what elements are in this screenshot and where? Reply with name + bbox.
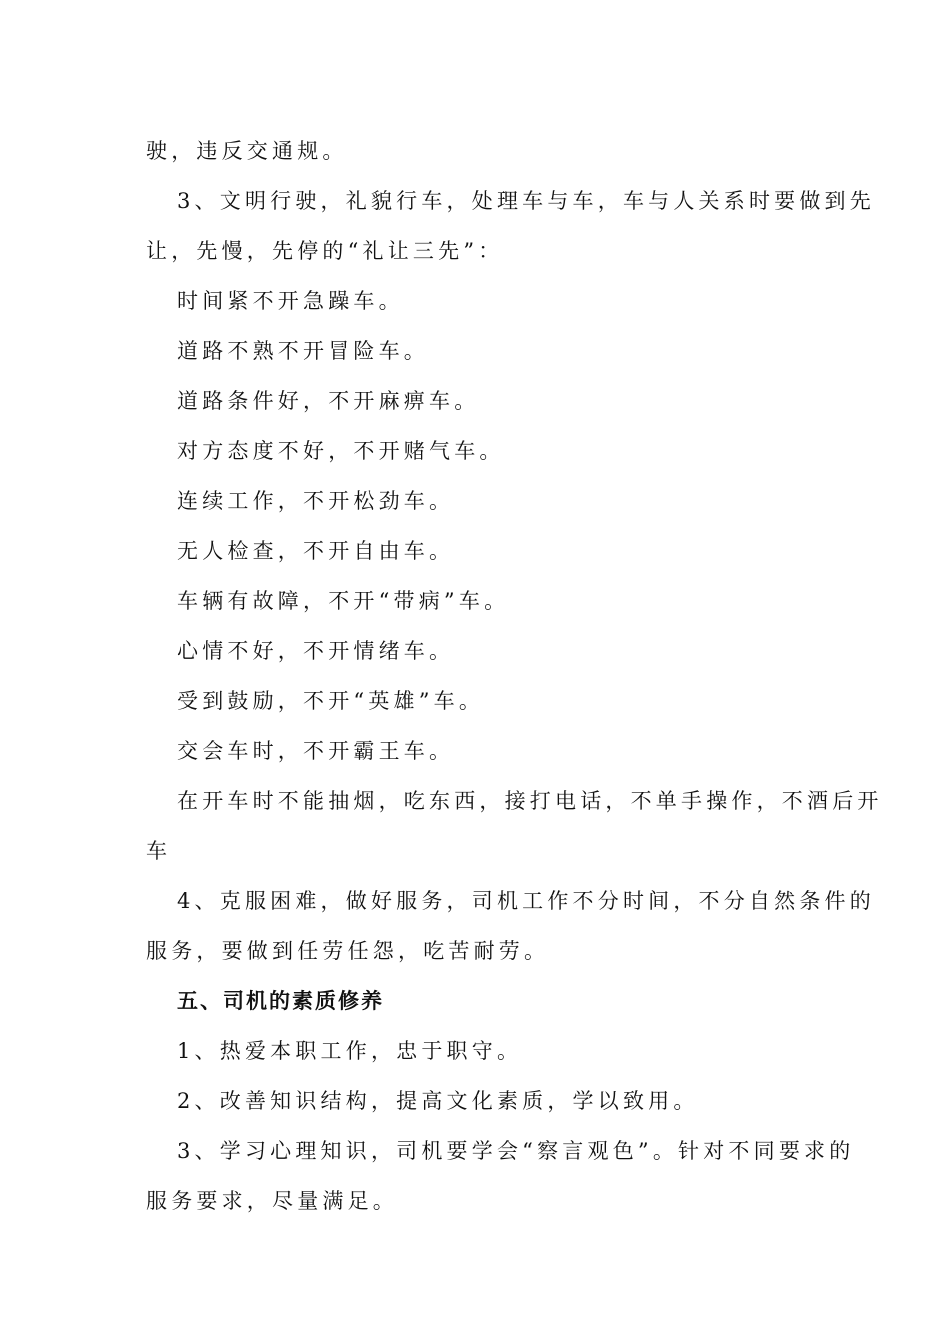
text-line: 车 (146, 839, 172, 863)
text-line: 车辆有故障，不开“带病”车。 (177, 589, 510, 613)
text-line: 在开车时不能抽烟，吃东西，接打电话，不单手操作，不酒后开 (177, 789, 883, 813)
text-line: 3、文明行驶，礼貌行车，处理车与车，车与人关系时要做到先 (177, 189, 875, 213)
text-line: 道路条件好，不开麻痹车。 (177, 389, 480, 413)
text-line: 时间紧不开急躁车。 (177, 289, 404, 313)
text-line: 连续工作，不开松劲车。 (177, 489, 455, 513)
text-line: 2、改善知识结构，提高文化素质，学以致用。 (177, 1089, 699, 1113)
text-line: 服务要求，尽量满足。 (146, 1189, 398, 1213)
text-line: 驶，违反交通规。 (146, 139, 348, 163)
text-line: 无人检查，不开自由车。 (177, 539, 455, 563)
text-line: 3、学习心理知识，司机要学会“察言观色”。针对不同要求的 (177, 1139, 855, 1163)
text-line: 让，先慢，先停的“礼让三先”： (146, 239, 504, 263)
text-line: 1、热爱本职工作，忠于职守。 (177, 1039, 523, 1063)
text-line: 心情不好，不开情绪车。 (177, 639, 455, 663)
text-line: 道路不熟不开冒险车。 (177, 339, 429, 363)
text-line: 交会车时，不开霸王车。 (177, 739, 455, 763)
text-line: 服务，要做到任劳任怨，吃苦耐劳。 (146, 939, 550, 963)
section-heading: 五、司机的素质修养 (177, 989, 384, 1013)
text-line: 受到鼓励，不开“英雄”车。 (177, 689, 485, 713)
text-line: 4、克服困难，做好服务，司机工作不分时间，不分自然条件的 (177, 889, 875, 913)
document-body (146, 126, 883, 1226)
text-line: 对方态度不好，不开赌气车。 (177, 439, 505, 463)
